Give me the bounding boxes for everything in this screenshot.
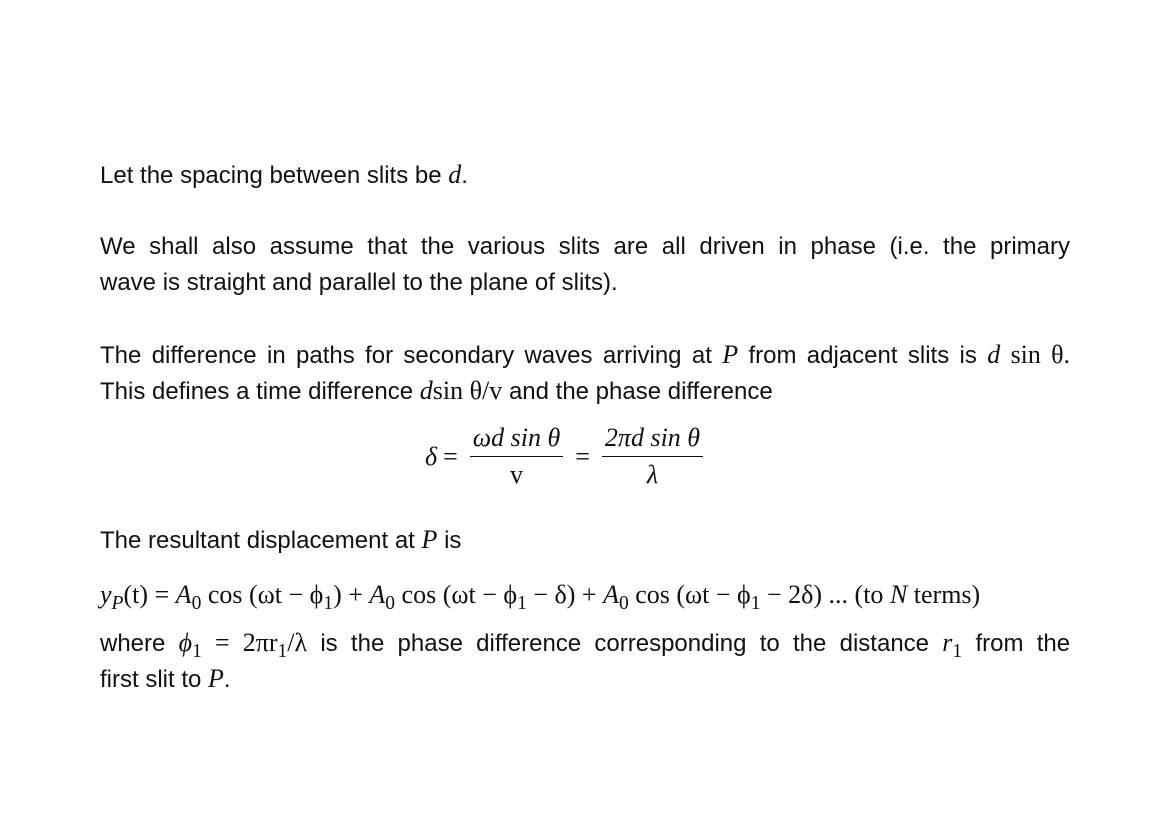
fraction-omega — [470, 424, 563, 489]
math-var-d: d — [987, 340, 1001, 369]
text: first slit to — [100, 666, 202, 693]
text: from the — [975, 630, 1071, 657]
math-var-d: d — [419, 376, 433, 405]
fraction-numerator: 2πd sin θ — [602, 424, 703, 457]
text: Let the spacing between slits be — [100, 162, 442, 189]
paragraph-where-line-2 — [100, 661, 231, 698]
fraction-denominator: λ — [646, 460, 659, 489]
math-N: N — [889, 580, 908, 609]
math-sub-1: 1 — [277, 641, 288, 663]
fraction-lambda — [602, 424, 703, 489]
paragraph-phase-line-1: We shall also assume that the various slits are all driven in phase (i.e. the primary — [100, 233, 1070, 260]
document-page — [100, 0, 1070, 826]
text: where — [100, 630, 166, 657]
math-term: − 2δ) ... (to — [760, 580, 890, 609]
text: is — [444, 527, 462, 554]
math-term: cos (ωt − ϕ — [201, 580, 324, 609]
text-period: . — [223, 666, 231, 693]
text: The difference in paths for secondary waves arriving at — [100, 342, 712, 369]
paragraph-resultant — [100, 522, 461, 559]
paragraph-path-difference-line-1 — [100, 337, 1070, 374]
math-term: terms) — [907, 580, 981, 609]
text: and the phase difference — [508, 378, 773, 405]
math-var-P: P — [208, 664, 224, 693]
text: is the phase difference corresponding to the distance — [320, 630, 930, 657]
math-term: cos (ωt − ϕ — [628, 580, 751, 609]
equation-phase-difference — [425, 424, 709, 489]
math-equals: = — [575, 441, 590, 471]
math-expr: sin θ/v — [432, 376, 503, 405]
text-period: . — [461, 162, 468, 189]
math-sub-1: 1 — [323, 593, 334, 615]
math-sub-1: 1 — [750, 593, 761, 615]
math-sub-P: P — [111, 593, 124, 615]
math-A: A — [369, 580, 386, 609]
math-sub-0: 0 — [385, 593, 396, 615]
math-var-P: P — [722, 340, 739, 369]
math-delta: δ — [425, 441, 438, 471]
math-var-P: P — [421, 525, 438, 554]
math-y: y — [100, 580, 112, 609]
paragraph-phase-line-2: wave is straight and parallel to the plane of slits). — [100, 269, 618, 296]
math-var-d: d — [448, 160, 462, 189]
math-term: = 2πr — [201, 628, 278, 657]
paragraph-path-difference-line-2 — [100, 373, 773, 410]
math-sub-0: 0 — [618, 593, 629, 615]
text: This defines a time difference — [100, 378, 414, 405]
equation-resultant-displacement — [100, 576, 980, 617]
math-term: cos (ωt − ϕ — [395, 580, 518, 609]
paragraph-slit-spacing — [100, 157, 468, 194]
math-A: A — [603, 580, 619, 609]
math-term: − δ) + — [526, 580, 604, 609]
math-term: ) + — [333, 580, 370, 609]
math-expr: sin θ. — [1010, 340, 1071, 369]
fraction-denominator: v — [510, 460, 523, 489]
math-sub-1: 1 — [517, 593, 527, 615]
text: The resultant displacement at — [100, 527, 415, 554]
math-sub-0: 0 — [191, 593, 202, 615]
math-sub-1: 1 — [192, 641, 202, 663]
math-phi: ϕ — [178, 628, 193, 657]
math-t: (t) = — [123, 580, 176, 609]
math-equals: = — [443, 441, 458, 471]
fraction-numerator: ωd sin θ — [470, 424, 563, 457]
math-sub-1: 1 — [952, 641, 963, 663]
math-term: /λ — [287, 628, 308, 657]
math-r: r — [942, 628, 953, 657]
text: from adjacent slits is — [748, 342, 977, 369]
math-A: A — [175, 580, 192, 609]
paragraph-where-line-1 — [100, 625, 1070, 664]
